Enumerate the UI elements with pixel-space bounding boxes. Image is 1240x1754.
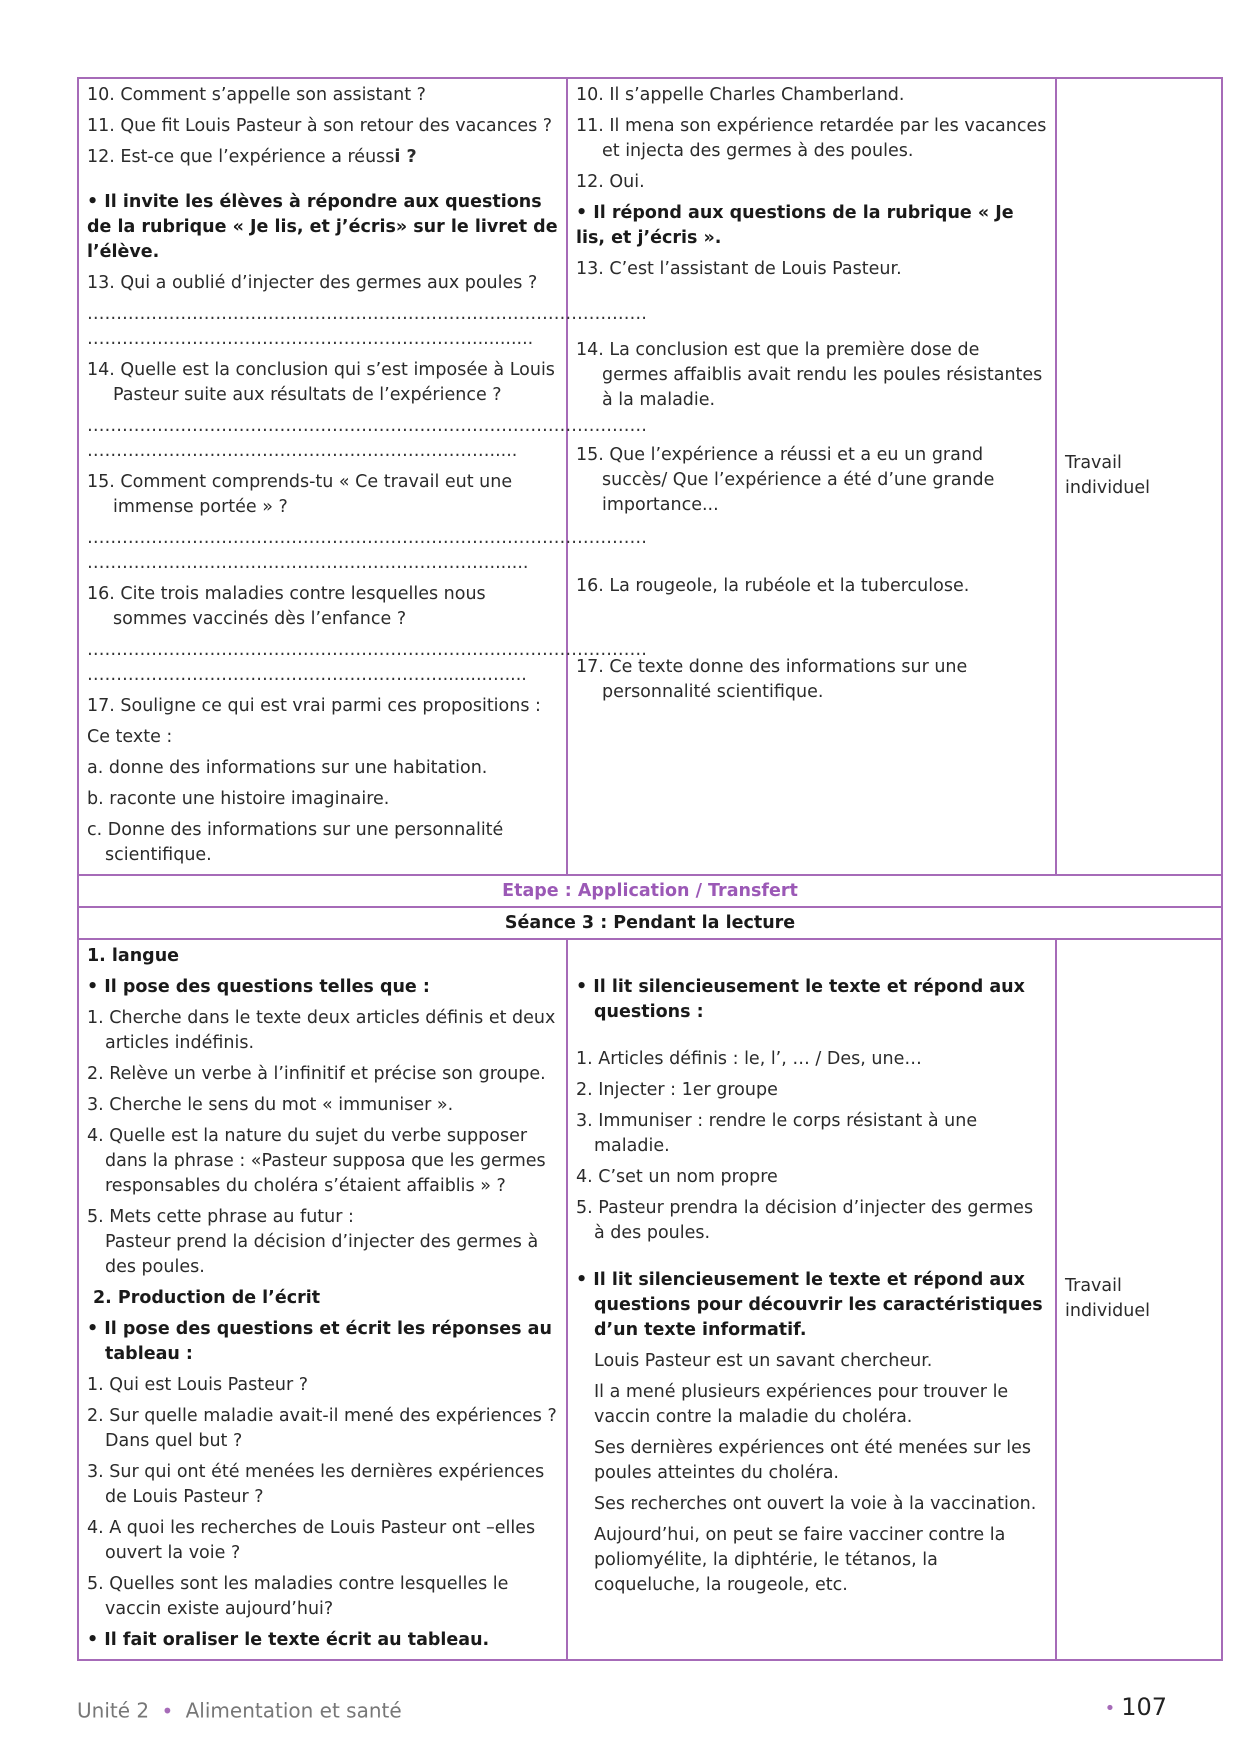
answer-langue-3: 3. Immuniser : rendre le corps résistant à une maladie. — [576, 1111, 978, 1156]
answer-line: …………………………………………………………………………………… — [87, 640, 647, 660]
answer-15: 15. Que l’expérience a réussi et a eu un grand succès/ Que l’expérience a été d’une grande importance... — [576, 445, 995, 515]
seance-heading: Séance 3 : Pendant la lecture — [78, 907, 1222, 939]
page-number — [1105, 1693, 1167, 1721]
text-sentence-2: Il a mené plusieurs expériences pour trouver le vaccin contre la maladie du choléra. — [594, 1382, 1009, 1427]
langue-question-1: 1. Cherche dans le texte deux articles définis et deux articles indéfinis. — [87, 1008, 556, 1053]
lesson-table — [77, 77, 1223, 1661]
work-mode-label: Travail individuel — [1065, 452, 1150, 498]
page-footer — [77, 1693, 1167, 1723]
part1-modality-cell — [1056, 78, 1222, 875]
answer-line: …………………………………………………………………………………… — [87, 528, 647, 548]
part2-modality-cell — [1056, 939, 1222, 1660]
production-question-4: 4. A quoi les recherches de Louis Pasteur ont –elles ouvert la voie ? — [87, 1518, 536, 1563]
answer-line: ……………………………………………………………..... — [87, 441, 518, 461]
lesson-table-page — [77, 77, 1167, 1661]
etape-heading: Etape : Application / Transfert — [78, 875, 1222, 907]
answer-10: 10. Il s’appelle Charles Chamberland. — [576, 85, 905, 105]
unit-label: Unité 2 — [77, 1698, 150, 1723]
text-sentence-3: Ses dernières expériences ont été menées sur les poules atteintes du choléra. — [594, 1438, 1031, 1483]
footer-separator: • — [161, 1698, 174, 1723]
answer-line: …………………………………………………….........….... — [87, 665, 527, 685]
text-sentence-4: Ses recherches ont ouvert la voie à la vaccination. — [594, 1494, 1037, 1514]
langue-question-5-sentence: Pasteur prend la décision d’injecter des germes à des poules. — [105, 1232, 539, 1277]
unit-title: Alimentation et santé — [185, 1698, 402, 1723]
etape-row — [78, 875, 1222, 907]
student-instruction-1: • Il lit silencieusement le texte et répond aux questions : — [576, 977, 1025, 1022]
langue-instruction: • Il pose des questions telles que : — [87, 977, 430, 997]
text-sentence-5: Aujourd’hui, on peut se faire vacciner contre la poliomyélite, la diphtérie, le tétanos, la coqueluche, la rougeole, etc. — [594, 1525, 1006, 1595]
question-16: 16. Cite trois maladies contre lesquelles nous sommes vaccinés dès l’enfance ? — [87, 584, 486, 629]
answer-14: 14. La conclusion est que la première dose de germes affaiblis avait rendu les poules résistantes à la maladie. — [576, 340, 1043, 410]
text-sentence-1: Louis Pasteur est un savant chercheur. — [594, 1351, 933, 1371]
langue-question-2: 2. Relève un verbe à l’infinitif et précise son groupe. — [87, 1064, 546, 1084]
teacher-instruction: • Il invite les élèves à répondre aux questions de la rubrique « Je lis, et j’écris» sur le livret de l’élève. — [87, 192, 558, 262]
part2-teacher-cell — [78, 939, 567, 1660]
student-instruction: • Il répond aux questions de la rubrique « Je lis, et j’écris ». — [576, 203, 1014, 248]
answer-17: 17. Ce texte donne des informations sur une personnalité scientifique. — [576, 657, 968, 702]
answer-langue-5: 5. Pasteur prendra la décision d’injecter des germes à des poules. — [576, 1198, 1034, 1243]
option-c: c. Donne des informations sur une personnalité scientifique. — [87, 820, 504, 865]
production-question-5: 5. Quelles sont les maladies contre lesquelles le vaccin existe aujourd’hui? — [87, 1574, 509, 1619]
answer-line: …………………………………………………………........... — [87, 329, 534, 349]
answer-line: ……………………………………………………………....... — [87, 553, 529, 573]
part1-student-cell — [567, 78, 1056, 875]
answer-11: 11. Il mena son expérience retardée par les vacances et injecta des germes à des poules. — [576, 116, 1047, 161]
production-title: 2. Production de l’écrit — [93, 1288, 321, 1308]
langue-title: 1. langue — [87, 946, 180, 966]
langue-question-5: 5. Mets cette phrase au futur : — [87, 1207, 354, 1227]
answer-line: …………………………………………………………………………………… — [87, 304, 647, 324]
page-number-dot: • — [1104, 1697, 1116, 1719]
production-instruction: • Il pose des questions et écrit les réponses au tableau : — [87, 1319, 552, 1364]
part1-row — [78, 78, 1222, 875]
production-question-2: 2. Sur quelle maladie avait-il mené des expériences ? Dans quel but ? — [87, 1406, 557, 1451]
option-a: a. donne des informations sur une habitation. — [87, 758, 488, 778]
production-question-1: 1. Qui est Louis Pasteur ? — [87, 1375, 309, 1395]
answer-16: 16. La rougeole, la rubéole et la tuberculose. — [576, 576, 970, 596]
answer-langue-1: 1. Articles définis : le, l’, … / Des, une… — [576, 1049, 922, 1069]
question-17-intro: Ce texte : — [87, 727, 173, 747]
question-14: 14. Quelle est la conclusion qui s’est imposée à Louis Pasteur suite aux résultats de l’expérience ? — [87, 360, 555, 405]
answer-12: 12. Oui. — [576, 172, 645, 192]
question-10: 10. Comment s’appelle son assistant ? — [87, 85, 426, 105]
final-instruction: • Il fait oraliser le texte écrit au tableau. — [87, 1630, 490, 1650]
work-mode-label: Travail individuel — [1065, 1275, 1150, 1321]
production-question-3: 3. Sur qui ont été menées les dernières expériences de Louis Pasteur ? — [87, 1462, 545, 1507]
answer-langue-4: 4. C’set un nom propre — [576, 1167, 778, 1187]
part2-row — [78, 939, 1222, 1660]
option-b: b. raconte une histoire imaginaire. — [87, 789, 390, 809]
question-12-text: 12. Est-ce que l’expérience a réuss — [87, 147, 395, 167]
answer-13: 13. C’est l’assistant de Louis Pasteur. — [576, 259, 902, 279]
question-17: 17. Souligne ce qui est vrai parmi ces propositions : — [87, 696, 541, 716]
seance-row — [78, 907, 1222, 939]
page-number-value: 107 — [1121, 1693, 1167, 1721]
part2-student-cell — [567, 939, 1056, 1660]
footer-unit — [77, 1697, 1167, 1723]
question-12 — [87, 145, 558, 170]
answer-langue-2: 2. Injecter : 1er groupe — [576, 1080, 778, 1100]
question-12-bold: i ? — [394, 147, 417, 167]
answer-line: …………………………………………………………………………………… — [87, 416, 647, 436]
question-15: 15. Comment comprends-tu « Ce travail eut une immense portée » ? — [87, 472, 513, 517]
question-13: 13. Qui a oublié d’injecter des germes aux poules ? — [87, 273, 538, 293]
student-instruction-2: • Il lit silencieusement le texte et répond aux questions pour découvrir les caractéristiques d’un texte informatif. — [576, 1270, 1043, 1340]
langue-question-4: 4. Quelle est la nature du sujet du verbe supposer dans la phrase : «Pasteur supposa que les germes responsables du choléra s’étaient affaiblis » ? — [87, 1126, 546, 1196]
langue-question-3: 3. Cherche le sens du mot « immuniser ». — [87, 1095, 454, 1115]
question-11: 11. Que fit Louis Pasteur à son retour des vacances ? — [87, 116, 553, 136]
